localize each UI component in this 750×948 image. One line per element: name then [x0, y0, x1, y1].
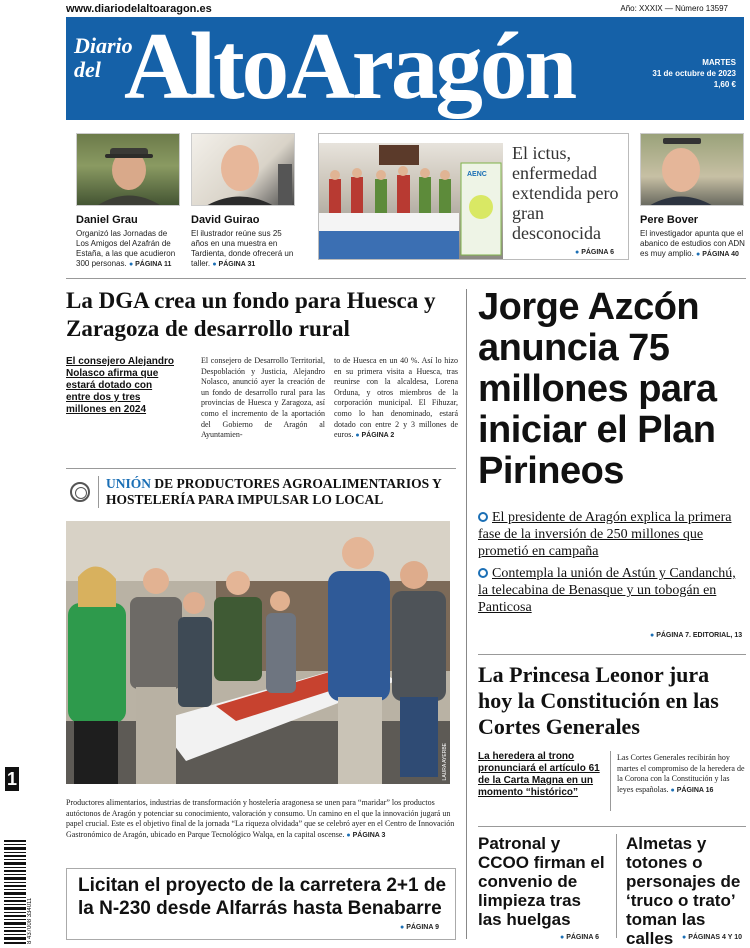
price: 1,60 € [713, 80, 736, 89]
barcode [4, 840, 34, 944]
masthead-diario: Diario [74, 33, 133, 58]
union-photo [66, 521, 450, 784]
divider [616, 834, 617, 938]
patronal-headline: Patronal y CCOO firman el convenio de limpieza tras las huelgas [478, 834, 605, 929]
portrait-illustration [192, 134, 295, 206]
page-ref: ● PÁGINA 40 [696, 251, 739, 258]
patronal-page-ref: ● PÁGINA 6 [560, 934, 599, 941]
union-headline-text: DE PRODUCTORES AGROALIMENTARIOS Y HOSTELERÍA PARA IMPULSAR LO LOCAL [106, 476, 442, 507]
bullet-icon [478, 568, 488, 578]
dga-intro: El consejero Alejandro Nolasco afirma que estará dotado con entre dos y tres millones en 2024 [66, 356, 174, 415]
almetas-page-ref: ● PÁGINAS 4 Y 10 [682, 934, 742, 941]
portrait-illustration [77, 134, 180, 206]
page-ref: ● PÁGINA 11 [129, 261, 172, 268]
page-ref: ● PÁGINA 3 [346, 832, 385, 839]
masthead-date [652, 57, 736, 90]
section-number: 1 [6, 769, 17, 789]
teaser-photo-pere-bover [640, 133, 744, 206]
dga-column-1: El consejero de Desarrollo Territorial, Despoblación y Justicia, Alejandro Nolasco, anunció ayer la creación de un fondo de desarrollo rural para las provincias de Huesca y Zaragoza, así como el incremento de la aportación del Gobierno de Aragón al Ayuntamien- [201, 356, 325, 440]
teaser-text-pere-bover [640, 229, 746, 260]
divider [478, 654, 746, 655]
azcon-page-ref: ● PÁGINA 7. EDITORIAL, 13 [650, 632, 742, 639]
teaser-body: El ilustrador reúne sus 25 años en una muestra en Tardienta, donde ofrecerá un taller. [191, 229, 294, 268]
azcon-bullet-2-text: Contempla la unión de Astún y Candanchú, la telecabina de Benasque y un tobogán en Panticosa [478, 566, 736, 615]
portrait-illustration [641, 134, 744, 206]
licitan-headline: Licitan el proyecto de la carretera 2+1 de la N-230 desde Alfarrás hasta Benabarre [78, 875, 447, 919]
teaser-photo-david-guirao [191, 133, 295, 206]
leonor-headline: La Princesa Leonor jura hoy la Constitución en las Cortes Generales [478, 662, 719, 739]
divider [66, 278, 746, 279]
almetas-headline: Almetas y totones o personajes de ‘truco o trato’ toman las calles [626, 834, 741, 948]
column-rule [466, 289, 467, 939]
ictus-photo-illustration [319, 143, 503, 259]
masthead-title: AltoAragón [124, 17, 575, 119]
teaser-name-david-guirao: David Guirao [191, 214, 260, 226]
leonor-intro: La heredera al trono pronunciará el artículo 61 de la Carta Magna en un momento “histórico” [478, 751, 600, 798]
masthead [66, 17, 744, 120]
teaser-text-daniel-grau [76, 229, 182, 270]
azcon-headline: Jorge Azcón anuncia 75 millones para iniciar el Plan Pirineos [478, 286, 717, 492]
teaser-body: Organizó las Jornadas de Los Amigos del Azafrán de Estaña, a las que acudieron 300 personas. [76, 229, 176, 268]
leonor-text-body: Las Cortes Generales recibirán hoy martes el compromiso de la heredera de la Corona con la Constitución y las leyes españolas. [617, 753, 745, 794]
union-accent: UNIÓN [106, 476, 152, 491]
teaser-body: El investigador apunta que el abanico de estudios con ADN es muy amplio. [640, 229, 745, 258]
azcon-bullet-2 [478, 565, 746, 616]
ictus-headline: El ictus, enfermedad extendida pero gran desconocida [512, 143, 619, 243]
bullet-icon [478, 512, 488, 522]
dga-headline: La DGA crea un fondo para Huesca y Zaragoza de desarrollo rural [66, 288, 436, 341]
divider [610, 751, 611, 811]
divider [66, 468, 456, 469]
teaser-name-pere-bover: Pere Bover [640, 214, 699, 226]
dga-column-2-text: to de Huesca en un 40 %. Así lo hizo en su primera visita a Huesca, tras reunirse con la alcaldesa, Lorena Orduna, y otros miembros de la corporación municipal. El Fihuzar, como lo han denominado, estará dotado con entre 2 y 3 millones de euros. [334, 356, 458, 440]
issue-number: Año: XXXIX — Número 13597 [620, 4, 728, 13]
page-ref: ● PÁGINA 31 [212, 261, 255, 268]
union-caption-text: Productores alimentarios, industrias de transformación y hostelería aragonesa se unen para “maridar” los productos autóctonos de Aragón y potenciar su conocimiento, valoración y consumo. Un camino en el que la innovación jugará un papel crucial. Este es el objetivo final de la jornada “La riqueza olvidada” que se celebró ayer en el Centro de Innovación Gastronómico de Aragón, ubicado en Parque Tecnológico Walqa, en la capital oscense. [66, 798, 455, 839]
ictus-photo [319, 143, 503, 259]
rings-icon [70, 482, 90, 502]
photo-credit: LAURA AYERBE [442, 742, 448, 780]
teaser-name-daniel-grau: Daniel Grau [76, 214, 138, 226]
teaser-photo-daniel-grau [76, 133, 180, 206]
site-url: www.diariodelaltoaragon.es [66, 3, 212, 15]
azcon-bullet-1 [478, 509, 746, 560]
ictus-banner-text: AENC [467, 171, 487, 178]
union-headline [106, 476, 456, 508]
barcode-icon [4, 840, 26, 944]
page-ref: ● PÁGINA 2 [355, 432, 394, 439]
divider [478, 826, 746, 827]
event-photo-illustration [66, 521, 450, 784]
weekday: MARTES [702, 58, 736, 67]
page-ref: ● PÁGINA 16 [671, 787, 714, 794]
ictus-page-ref: ● PÁGINA 6 [575, 249, 614, 256]
licitan-page-ref: ● PÁGINA 9 [400, 924, 439, 931]
date: 31 de octubre de 2023 [652, 69, 736, 78]
divider [98, 476, 99, 508]
masthead-del: del [74, 57, 101, 82]
dga-column-2 [334, 356, 458, 442]
barcode-number: 8 437008 334011 [27, 897, 33, 944]
union-caption [66, 798, 456, 841]
teaser-text-david-guirao [191, 229, 299, 270]
leonor-text [617, 753, 747, 796]
azcon-bullet-1-text: El presidente de Aragón explica la primera fase de la inversión de 250 millones que prometió en campaña [478, 510, 732, 559]
